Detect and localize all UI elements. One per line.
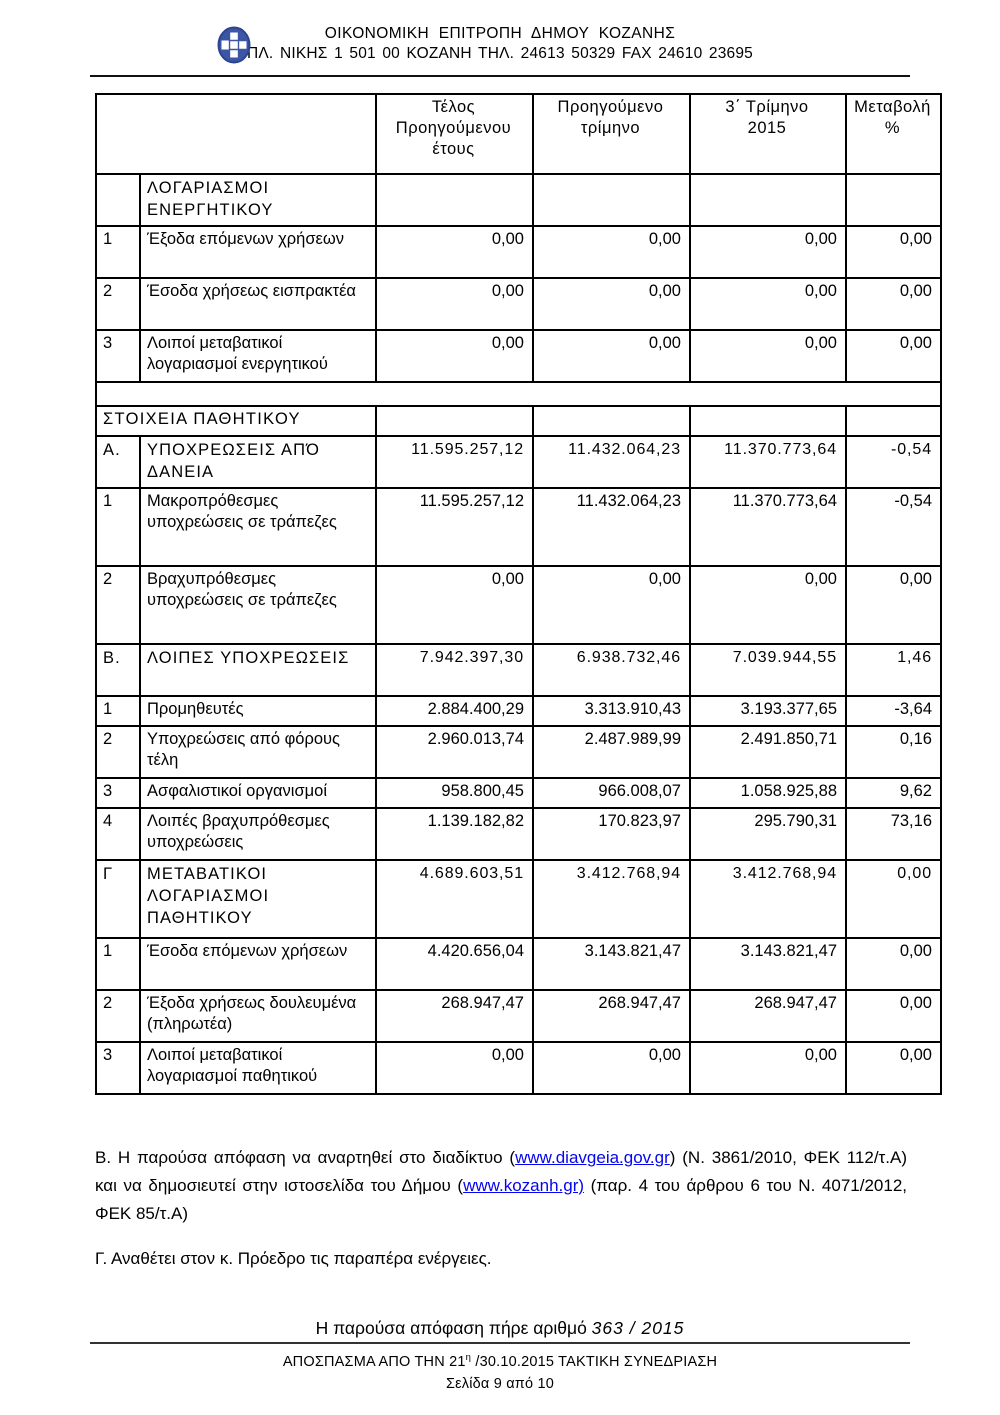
row-label-cell: Μακροπρόθεσμες υποχρεώσεις σε τράπεζες: [140, 488, 376, 566]
value-cell: 3.313.910,43: [533, 696, 690, 726]
table-header-row: [96, 94, 941, 174]
value-cell: 0,00: [846, 330, 941, 382]
table-row: [96, 990, 941, 1042]
table-row-loan-obligations: [96, 436, 941, 488]
col-header-prev-quarter: Προηγούμενο τρίμηνο: [533, 94, 690, 174]
value-cell: [376, 174, 533, 226]
value-cell: 0,00: [690, 566, 846, 644]
value-cell: 0,00: [376, 226, 533, 278]
paragraph-b-text: (παρ. 4 του άρθρου 6 του Ν. 4071/2012, ΦΕΚ 85/τ.Α): [95, 1176, 907, 1223]
kozani-link[interactable]: www.kozanh.gr): [463, 1176, 585, 1195]
value-cell: [690, 406, 846, 436]
row-label-cell: Λοιπές βραχυπρόθεσμες υποχρεώσεις: [140, 808, 376, 860]
table-row: [96, 778, 941, 808]
value-cell: 7.039.944,55: [690, 644, 846, 696]
value-cell: 11.595.257,12: [376, 436, 533, 488]
value-cell: [376, 406, 533, 436]
row-number-cell: 1: [96, 488, 140, 566]
row-label-cell: Έξοδα επόμενων χρήσεων: [140, 226, 376, 278]
value-cell: 0,00: [376, 330, 533, 382]
table-row: [96, 808, 941, 860]
row-number-cell: 1: [96, 938, 140, 990]
row-number-cell: 1: [96, 696, 140, 726]
row-number-cell: Γ: [96, 860, 140, 938]
org-header: [90, 24, 910, 64]
row-label-cell: Ασφαλιστικοί οργανισμοί: [140, 778, 376, 808]
row-number-cell: 2: [96, 726, 140, 778]
value-cell: [533, 406, 690, 436]
value-cell: 0,00: [846, 1042, 941, 1094]
value-cell: 0,00: [533, 330, 690, 382]
table-row: [96, 696, 941, 726]
value-cell: 268.947,47: [690, 990, 846, 1042]
footer-page-number: Σελίδα 9 από 10: [445, 1375, 555, 1392]
row-label-cell: ΜΕΤΑΒΑΤΙΚΟΙ ΛΟΓΑΡΙΑΣΜΟΙ ΠΑΘΗΤΙΚΟΥ: [140, 860, 376, 938]
value-cell: 295.790,31: [690, 808, 846, 860]
value-cell: 9,62: [846, 778, 941, 808]
value-cell: 0,00: [533, 278, 690, 330]
value-cell: 2.487.989,99: [533, 726, 690, 778]
value-cell: 0,00: [846, 278, 941, 330]
ordinal-superscript: η: [465, 1352, 472, 1363]
decision-prefix: Η παρούσα απόφαση πήρε αριθμό: [315, 1317, 592, 1338]
value-cell: 268.947,47: [376, 990, 533, 1042]
table-row: [96, 1042, 941, 1094]
value-cell: 268.947,47: [533, 990, 690, 1042]
table-row: [96, 330, 941, 382]
row-number-cell: 2: [96, 278, 140, 330]
table-row-other-obligations: [96, 644, 941, 696]
value-cell: 11.432.064,23: [533, 436, 690, 488]
value-cell: 0,00: [533, 226, 690, 278]
paragraph-b: [95, 1144, 907, 1228]
value-cell: 11.370.773,64: [690, 436, 846, 488]
value-cell: 0,00: [846, 226, 941, 278]
value-cell: 0,00: [376, 1042, 533, 1094]
row-label-cell: Υποχρεώσεις από φόρους τέλη: [140, 726, 376, 778]
value-cell: 4.689.603,51: [376, 860, 533, 938]
value-cell: 0,00: [690, 1042, 846, 1094]
row-number-cell: 2: [96, 566, 140, 644]
value-cell: 2.491.850,71: [690, 726, 846, 778]
value-cell: 0,16: [846, 726, 941, 778]
municipality-emblem-icon: [217, 26, 251, 64]
row-number-cell: 2: [96, 990, 140, 1042]
table-row-transitional-accounts: [96, 860, 941, 938]
diavgeia-link[interactable]: www.diavgeia.gov.gr: [515, 1148, 670, 1167]
value-cell: -0,54: [846, 436, 941, 488]
value-cell: [846, 406, 941, 436]
col-header-end-prev-year: Τέλος Προηγούμενου έτους: [376, 94, 533, 174]
value-cell: 0,00: [376, 278, 533, 330]
row-label-cell: ΛΟΙΠΕΣ ΥΠΟΧΡΕΩΣΕΙΣ: [140, 644, 376, 696]
value-cell: 0,00: [846, 990, 941, 1042]
row-number-cell: Β.: [96, 644, 140, 696]
value-cell: 0,00: [376, 566, 533, 644]
row-label-cell: Έσοδα επόμενων χρήσεων: [140, 938, 376, 990]
value-cell: 3.193.377,65: [690, 696, 846, 726]
org-address-phone: ΠΛ. ΝΙΚΗΣ 1 501 00 ΚΟΖΑΝΗ ΤΗΛ. 24613 50329 FAX 24610 23695: [246, 45, 753, 62]
table-row: [96, 278, 941, 330]
value-cell: 0,00: [690, 278, 846, 330]
value-cell: 4.420.656,04: [376, 938, 533, 990]
value-cell: 11.370.773,64: [690, 488, 846, 566]
row-label-cell: ΥΠΟΧΡΕΩΣΕΙΣ ΑΠΌ ΔΑΝΕΙΑ: [140, 436, 376, 488]
financial-table: [95, 93, 942, 1095]
row-label-cell: Λοιποί μεταβατικοί λογαριασμοί παθητικού: [140, 1042, 376, 1094]
row-label-cell: Προμηθευτές: [140, 696, 376, 726]
value-cell: 966.008,07: [533, 778, 690, 808]
value-cell: 0,00: [846, 938, 941, 990]
value-cell: 73,16: [846, 808, 941, 860]
table-row: [96, 726, 941, 778]
value-cell: 0,00: [690, 330, 846, 382]
table-row-liabilities-section: [96, 406, 941, 436]
value-cell: 3.143.821,47: [533, 938, 690, 990]
row-number-cell: 3: [96, 778, 140, 808]
value-cell: [690, 174, 846, 226]
org-name: ΟΙΚΟΝΟΜΙΚΗ ΕΠΙΤΡΟΠΗ ΔΗΜΟΥ ΚΟΖΑΝΗΣ: [324, 25, 676, 42]
value-cell: 3.143.821,47: [690, 938, 846, 990]
value-cell: 1.139.182,82: [376, 808, 533, 860]
paragraph-b-text: Β. Η παρούσα απόφαση να αναρτηθεί στο διαδίκτυο (: [95, 1148, 516, 1167]
value-cell: 0,00: [690, 226, 846, 278]
value-cell: -0,54: [846, 488, 941, 566]
paragraph-b-text: ) (Ν. 3861/2010, ΦΕΚ 112/τ.Α) και να δημοσιευτεί στην ιστοσελίδα του Δήμου (: [95, 1148, 907, 1195]
row-number-cell: 4: [96, 808, 140, 860]
table-row: [96, 488, 941, 566]
table-row: [96, 566, 941, 644]
table-row: [96, 226, 941, 278]
value-cell: 7.942.397,30: [376, 644, 533, 696]
decision-number-line: [0, 1318, 1000, 1339]
row-number-cell: 3: [96, 330, 140, 382]
table-row: [96, 938, 941, 990]
footer-extract-line: ΑΠΟΣΠΑΣΜΑ ΑΠΟ ΤΗΝ $21^\eta$ /30.10.2015 ΤΑΚΤΙΚΗ ΣΥΝΕΔΡΙΑΣΗ: [282, 1352, 718, 1370]
row-label-cell: Λοιποί μεταβατικοί λογαριασμοί ενεργητικού: [140, 330, 376, 382]
table-row-assets-accounts: [96, 174, 941, 226]
col-header-q3-2015: 3΄ Τρίμηνο 2015: [690, 94, 846, 174]
empty-header-cell: [96, 94, 376, 174]
header-rule: [90, 75, 910, 77]
value-cell: 3.412.768,94: [533, 860, 690, 938]
value-cell: [533, 174, 690, 226]
empty-cell: [96, 382, 941, 406]
row-number-cell: Α.: [96, 436, 140, 488]
section-label-cell: ΣΤΟΙΧΕΙΑ ΠΑΘΗΤΙΚΟΥ: [96, 406, 376, 436]
col-header-change-pct: Μεταβολή %: [846, 94, 941, 174]
row-label-cell: Έξοδα χρήσεως δουλευμένα (πληρωτέα): [140, 990, 376, 1042]
paragraph-c: Γ. Αναθέτει στον κ. Πρόεδρο τις παραπέρα ενέργειες.: [95, 1249, 492, 1268]
row-label-cell: Έσοδα χρήσεως εισπρακτέα: [140, 278, 376, 330]
value-cell: 6.938.732,46: [533, 644, 690, 696]
value-cell: 2.960.013,74: [376, 726, 533, 778]
row-number-cell: 1: [96, 226, 140, 278]
value-cell: 170.823,97: [533, 808, 690, 860]
page-footer: [0, 1347, 1000, 1395]
value-cell: 0,00: [533, 1042, 690, 1094]
spacer-row: [96, 382, 941, 406]
row-number-cell: 3: [96, 1042, 140, 1094]
value-cell: [846, 174, 941, 226]
value-cell: 0,00: [533, 566, 690, 644]
value-cell: 1,46: [846, 644, 941, 696]
value-cell: 11.595.257,12: [376, 488, 533, 566]
value-cell: 2.884.400,29: [376, 696, 533, 726]
footer-rule: [90, 1342, 910, 1344]
row-label-cell: Βραχυπρόθεσμες υποχρεώσεις σε τράπεζες: [140, 566, 376, 644]
value-cell: 958.800,45: [376, 778, 533, 808]
value-cell: 11.432.064,23: [533, 488, 690, 566]
value-cell: -3,64: [846, 696, 941, 726]
value-cell: 3.412.768,94: [690, 860, 846, 938]
value-cell: 0,00: [846, 566, 941, 644]
value-cell: 0,00: [846, 860, 941, 938]
decision-number: 363 / 2015: [591, 1317, 685, 1338]
row-label-cell: ΛΟΓΑΡΙΑΣΜΟΙ ΕΝΕΡΓΗΤΙΚΟΥ: [140, 174, 376, 226]
value-cell: 1.058.925,88: [690, 778, 846, 808]
